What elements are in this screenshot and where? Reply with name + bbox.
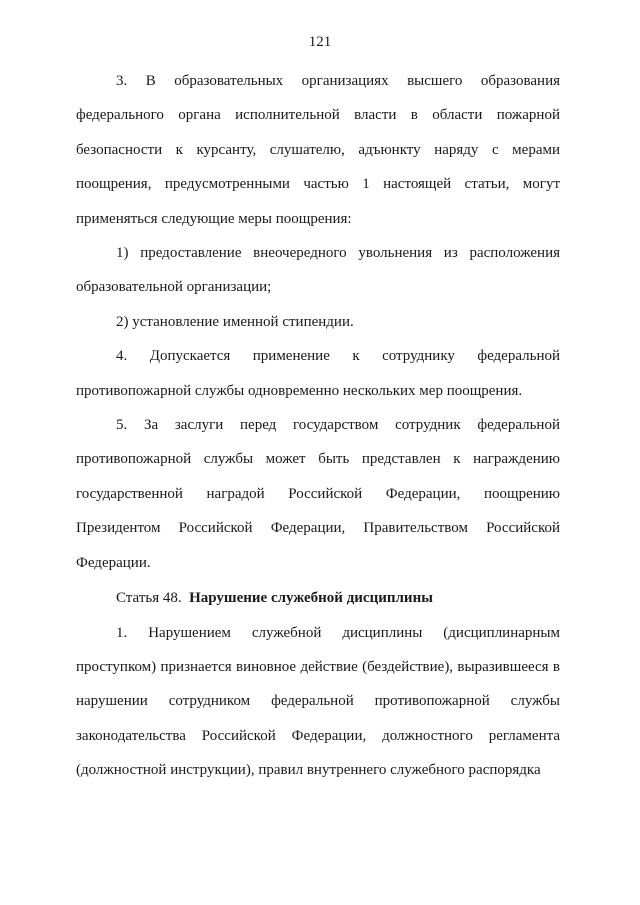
paragraph-3: 3. В образовательных организациях высшего образования федерального органа исполнительной власти в области пожарной безопасности к курсанту, слушателю, адъюнкту наряду с мерами поощрения, предусмотренными частью 1 настоящей статьи, могут применяться следующие меры поощрения: [76,73,560,227]
paragraph-4: 4. Допускается применение к сотруднику федеральной противопожарной службы одновременно нескольких мер поощрения. [76,348,560,399]
article-title: Нарушение служебной дисциплины [189,590,433,607]
list-item-1: 1) предоставление внеочередного увольнения из расположения образовательной организации; [76,245,560,296]
paragraph-5: 5. За заслуги перед государством сотрудник федеральной противопожарной службы может быть представлен к награждению государственной наградой Российской Федерации, поощрению Президентом Российской Федерации, Правительством Российской Федерации. [76,417,560,571]
article-paragraph-1: 1. Нарушением служебной дисциплины (дисциплинарным проступком) признается виновное действие (бездействие), выразившееся в нарушении сотрудником федеральной противопожарной службы законодательства Российской Федерации, должностного регламента (должностной инструкции), правил внутреннего служебного распорядка [76,624,560,779]
list-item-2: 2) установление именной стипендии. [116,313,354,330]
page-number: 121 [308,34,332,50]
article-label: Статья 48. [116,590,182,607]
document-body [76,64,560,788]
article-heading [76,581,560,615]
